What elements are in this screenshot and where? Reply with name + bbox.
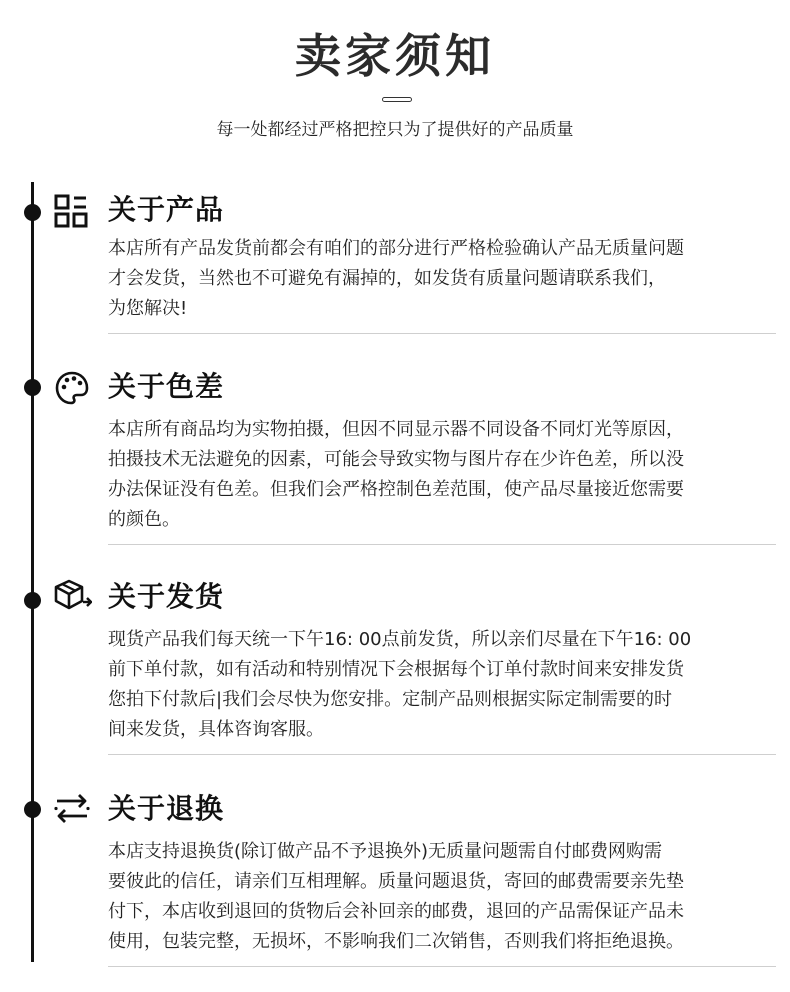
section-divider — [108, 544, 776, 545]
section-divider — [108, 754, 776, 755]
timeline-dot — [24, 801, 41, 818]
section-text-line: 间来发货，具体咨询客服。 — [108, 719, 324, 740]
page-subtitle: 每一处都经过严格把控只为了提供好的产品质量 — [216, 120, 574, 140]
section-body-shipping — [108, 625, 768, 745]
section-text-line: 办法保证没有色差。但我们会严格控制色差范围，使产品尽量接近您需要 — [108, 479, 684, 500]
section-body-color — [108, 415, 768, 535]
section-body-product — [108, 234, 768, 324]
palette-icon — [54, 370, 90, 406]
package-icon — [54, 578, 90, 614]
section-heading-product: 关于产品 — [108, 193, 225, 226]
section-text-line: 您拍下付款后|我们会尽快为您安排。定制产品则根据实际定制需要的时 — [108, 689, 673, 710]
section-text-line: 为您解决! — [108, 298, 188, 319]
section-text-line: 付下，本店收到退回的货物后会补回亲的邮费，退回的产品需保证产品未 — [108, 901, 684, 922]
timeline-dot — [24, 379, 41, 396]
timeline-dot — [24, 592, 41, 609]
section-heading-shipping: 关于发货 — [108, 580, 225, 613]
page-title: 卖家须知 — [295, 29, 495, 83]
section-text-line: 前下单付款，如有活动和特别情况下会根据每个订单付款时间来安排发货 — [108, 659, 684, 680]
section-text-line: 才会发货，当然也不可避免有漏掉的，如发货有质量问题请联系我们， — [108, 268, 666, 289]
timeline-dot — [24, 204, 41, 221]
section-divider — [108, 966, 776, 967]
section-text-line: 拍摄技术无法避免的因素，可能会导致实物与图片存在少许色差，所以没 — [108, 449, 684, 470]
grid-icon — [54, 194, 90, 230]
exchange-icon — [54, 791, 90, 827]
timeline-line — [31, 182, 34, 962]
section-text-line: 的颜色。 — [108, 509, 180, 530]
section-divider — [108, 333, 776, 334]
section-text-line: 本店所有商品均为实物拍摄，但因不同显示器不同设备不同灯光等原因， — [108, 419, 684, 440]
section-heading-color: 关于色差 — [108, 370, 225, 403]
section-text-line: 本店支持退换货(除订做产品不予退换外)无质量问题需自付邮费网购需 — [108, 841, 663, 862]
section-text-line: 现货产品我们每天统一下午16: 00点前发货，所以亲们尽量在下午16: 00 — [108, 629, 692, 650]
section-heading-returns: 关于退换 — [108, 792, 225, 825]
title-underline — [382, 97, 412, 102]
section-text-line: 本店所有产品发货前都会有咱们的部分进行严格检验确认产品无质量问题 — [108, 238, 684, 259]
section-text-line: 使用，包装完整，无损坏，不影响我们二次销售，否则我们将拒绝退换。 — [108, 931, 684, 952]
section-text-line: 要彼此的信任，请亲们互相理解。质量问题退货，寄回的邮费需要亲先垫 — [108, 871, 684, 892]
section-body-returns — [108, 837, 768, 957]
